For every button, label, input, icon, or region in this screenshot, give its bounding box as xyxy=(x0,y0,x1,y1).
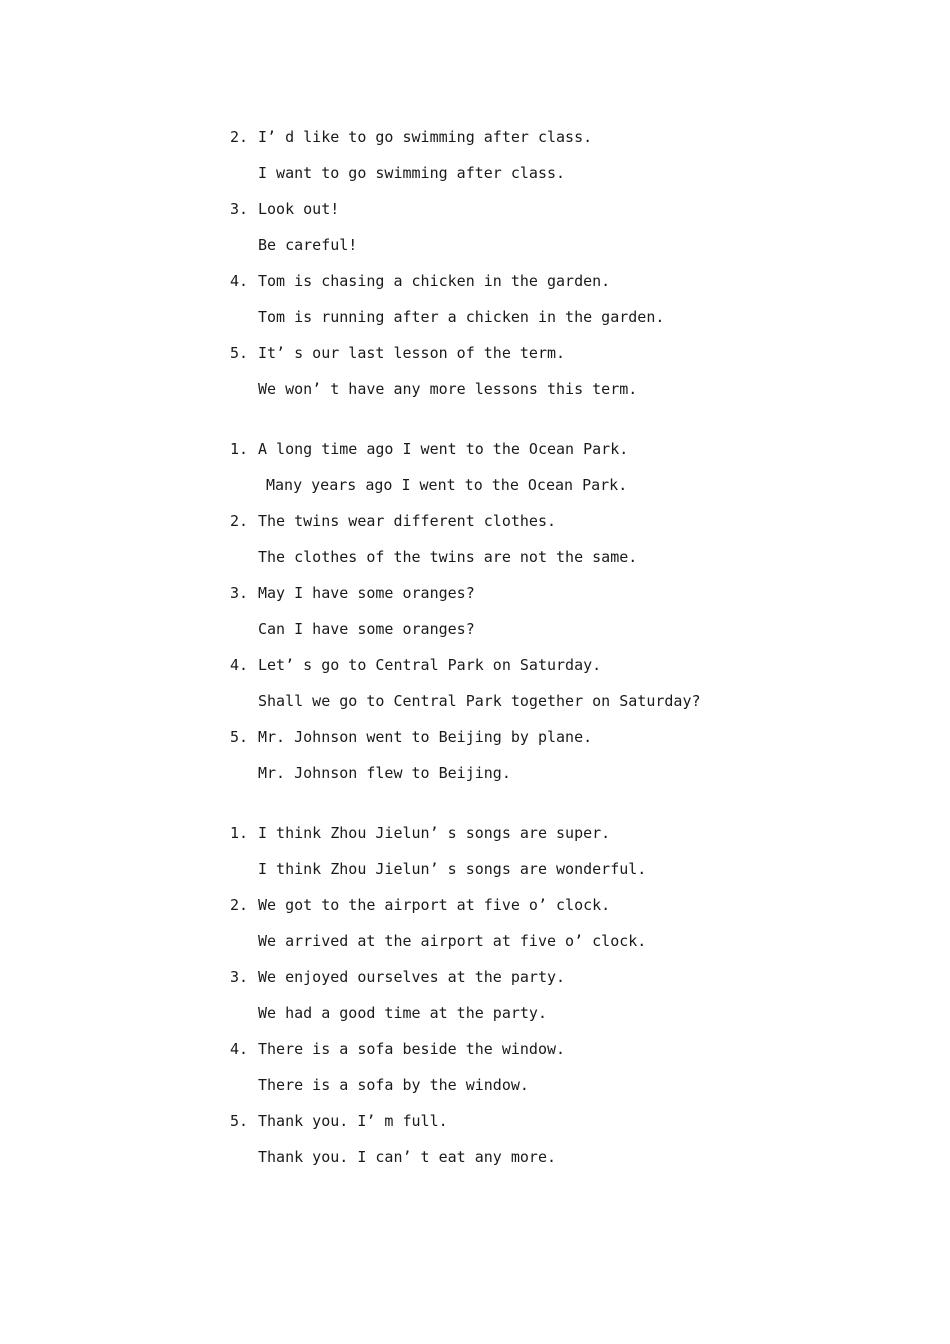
sentence-original: I think Zhou Jielun’ s songs are super. xyxy=(258,824,611,842)
sentence-line xyxy=(230,510,790,546)
exercise-group-3 xyxy=(230,822,790,1182)
list-item xyxy=(230,582,790,654)
sentence-rewrite: Can I have some oranges? xyxy=(258,620,475,638)
sentence-rewrite: Be careful! xyxy=(258,236,358,254)
sentence-original: The twins wear different clothes. xyxy=(258,512,557,530)
sentence-line xyxy=(230,1038,790,1074)
item-number: 5. xyxy=(230,728,249,746)
item-number: 4. xyxy=(230,272,249,290)
sentence-rewrite: I want to go swimming after class. xyxy=(258,164,566,182)
item-number: 1. xyxy=(230,824,249,842)
sentence-original: It’ s our last lesson of the term. xyxy=(258,344,566,362)
sentence-line xyxy=(230,126,790,162)
sentence-original: May I have some oranges? xyxy=(258,584,475,602)
sentence-original: There is a sofa beside the window. xyxy=(258,1040,566,1058)
sentence-rewrite: Thank you. I can’ t eat any more. xyxy=(258,1148,557,1166)
sentence-rewrite: Tom is running after a chicken in the garden. xyxy=(258,308,665,326)
sentence-original: We enjoyed ourselves at the party. xyxy=(258,968,566,986)
sentence-line xyxy=(230,654,790,690)
sentence-rewrite: Many years ago I went to the Ocean Park. xyxy=(266,476,628,494)
list-item xyxy=(230,1110,790,1182)
sentence-line xyxy=(230,270,790,306)
sentence-line xyxy=(230,582,790,618)
sentence-rewrite: We arrived at the airport at five o’ clock. xyxy=(258,932,647,950)
sentence-original: Let’ s go to Central Park on Saturday. xyxy=(258,656,602,674)
sentence-original: Thank you. I’ m full. xyxy=(258,1112,448,1130)
item-number: 4. xyxy=(230,1040,249,1058)
item-number: 1. xyxy=(230,440,249,458)
sentence-line xyxy=(230,1110,790,1146)
list-item xyxy=(230,822,790,894)
sentence-line xyxy=(230,822,790,858)
list-item xyxy=(230,654,790,726)
item-number: 2. xyxy=(230,512,249,530)
sentence-line xyxy=(230,438,790,474)
list-item xyxy=(230,966,790,1038)
list-item xyxy=(230,342,790,414)
exercise-group-1 xyxy=(230,126,790,414)
sentence-rewrite: The clothes of the twins are not the same. xyxy=(258,548,638,566)
sentence-line xyxy=(230,726,790,762)
sentence-line xyxy=(230,198,790,234)
item-number: 3. xyxy=(230,200,249,218)
list-item xyxy=(230,270,790,342)
sentence-rewrite: Mr. Johnson flew to Beijing. xyxy=(258,764,511,782)
list-item xyxy=(230,438,790,510)
item-number: 5. xyxy=(230,1112,249,1130)
list-item xyxy=(230,126,790,198)
exercise-group-2 xyxy=(230,438,790,798)
sentence-rewrite: We had a good time at the party. xyxy=(258,1004,547,1022)
sentence-original: We got to the airport at five o’ clock. xyxy=(258,896,611,914)
sentence-line xyxy=(230,342,790,378)
sentence-line xyxy=(230,894,790,930)
item-number: 4. xyxy=(230,656,249,674)
item-number: 3. xyxy=(230,584,249,602)
sentence-rewrite: There is a sofa by the window. xyxy=(258,1076,529,1094)
list-item xyxy=(230,510,790,582)
sentence-rewrite: We won’ t have any more lessons this term. xyxy=(258,380,638,398)
sentence-original: Tom is chasing a chicken in the garden. xyxy=(258,272,611,290)
sentence-rewrite: Shall we go to Central Park together on Saturday? xyxy=(258,692,701,710)
list-item xyxy=(230,198,790,270)
item-number: 2. xyxy=(230,896,249,914)
item-number: 5. xyxy=(230,344,249,362)
sentence-original: I’ d like to go swimming after class. xyxy=(258,128,593,146)
list-item xyxy=(230,726,790,798)
sentence-original: A long time ago I went to the Ocean Park. xyxy=(258,440,629,458)
sentence-original: Mr. Johnson went to Beijing by plane. xyxy=(258,728,593,746)
list-item xyxy=(230,1038,790,1110)
list-item xyxy=(230,894,790,966)
item-number: 3. xyxy=(230,968,249,986)
sentence-rewrite: I think Zhou Jielun’ s songs are wonderful. xyxy=(258,860,647,878)
sentence-original: Look out! xyxy=(258,200,340,218)
item-number: 2. xyxy=(230,128,249,146)
sentence-line xyxy=(230,966,790,1002)
